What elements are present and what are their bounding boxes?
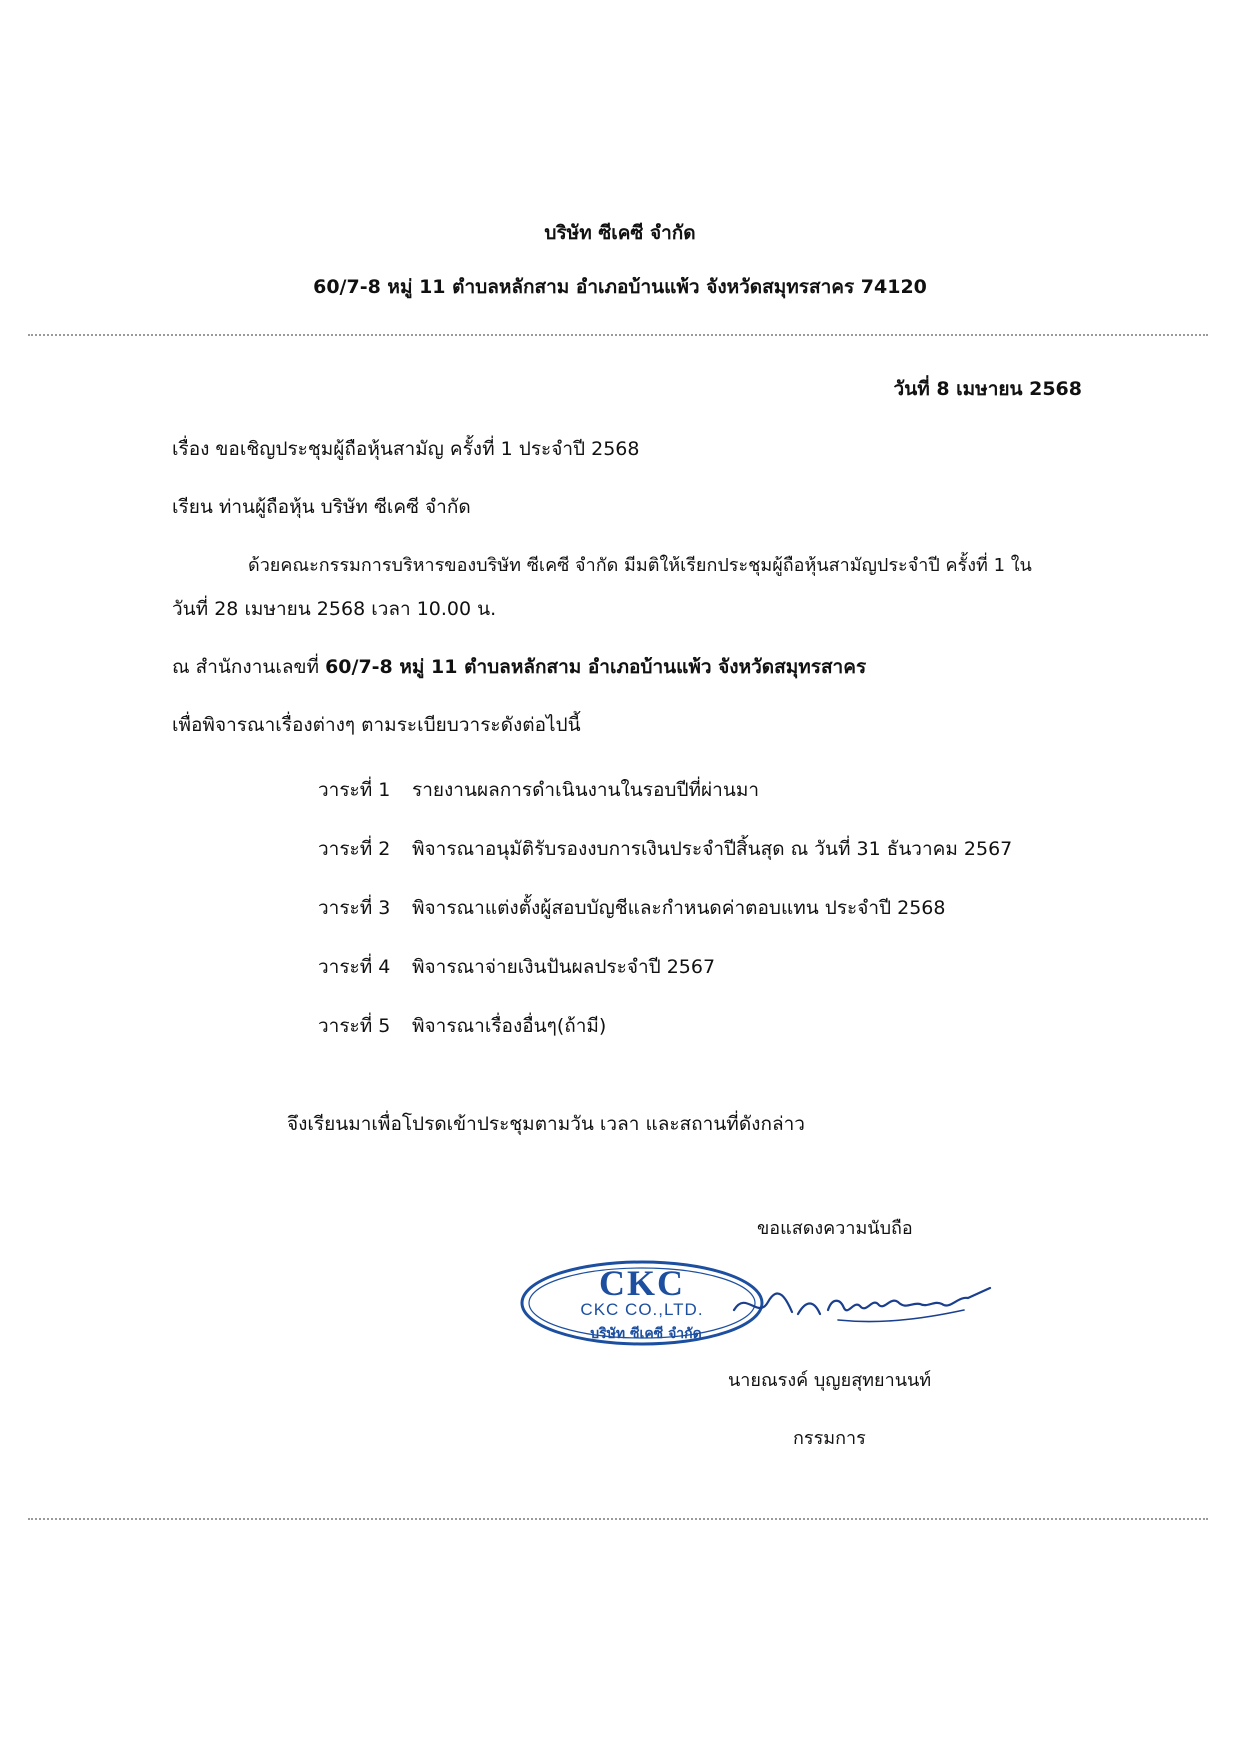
agenda-number: วาระที่ 4 xyxy=(318,956,391,978)
body-paragraph-line-2: วันที่ 28 เมษายน 2568 เวลา 10.00 น. xyxy=(172,598,497,620)
agenda-text: รายงานผลการดำเนินงานในรอบปีที่ผ่านมา xyxy=(412,779,760,801)
stamp-top-text: CKC xyxy=(599,1263,685,1303)
agenda-intro: เพื่อพิจารณาเรื่องต่างๆ ตามระเบียบวาระดังต่อไปนี้ xyxy=(172,714,581,736)
handwritten-signature xyxy=(728,1280,998,1340)
signer-title: กรรมการ xyxy=(793,1428,866,1449)
agenda-number: วาระที่ 5 xyxy=(318,1015,391,1037)
agenda-text: พิจารณาอนุมัติรับรองงบการเงินประจำปีสิ้นสุด ณ วันที่ 31 ธันวาคม 2567 xyxy=(412,838,1013,860)
venue-address: 60/7-8 หมู่ 11 ตำบลหลักสาม อำเภอบ้านแพ้ว จังหวัดสมุทรสาคร xyxy=(325,656,867,678)
agenda-text: พิจารณาแต่งตั้งผู้สอบบัญชีและกำหนดค่าตอบแทน ประจำปี 2568 xyxy=(412,897,946,919)
signer-name: นายณรงค์ บุญยสุทยานนท์ xyxy=(728,1370,932,1391)
company-address: 60/7-8 หมู่ 11 ตำบลหลักสาม อำเภอบ้านแพ้ว จังหวัดสมุทรสาคร 74120 xyxy=(313,276,927,298)
recipient-line: เรียน ท่านผู้ถือหุ้น บริษัท ซีเคซี จำกัด xyxy=(172,496,471,518)
agenda-text: พิจารณาเรื่องอื่นๆ(ถ้ามี) xyxy=(412,1015,607,1037)
agenda-number: วาระที่ 1 xyxy=(318,779,391,801)
top-divider xyxy=(28,334,1208,336)
agenda-text: พิจารณาจ่ายเงินปันผลประจำปี 2567 xyxy=(412,956,716,978)
complimentary-close: ขอแสดงความนับถือ xyxy=(757,1218,913,1239)
stamp-middle-text: CKC CO.,LTD. xyxy=(580,1300,704,1319)
company-name: บริษัท ซีเคซี จำกัด xyxy=(544,222,696,244)
bottom-divider xyxy=(28,1518,1208,1520)
agenda-number: วาระที่ 2 xyxy=(318,838,391,860)
venue-prefix: ณ สำนักงานเลขที่ xyxy=(172,656,320,678)
agenda-number: วาระที่ 3 xyxy=(318,897,391,919)
closing-sentence: จึงเรียนมาเพื่อโปรดเข้าประชุมตามวัน เวลา และสถานที่ดังกล่าว xyxy=(287,1113,805,1135)
letter-date: วันที่ 8 เมษายน 2568 xyxy=(893,378,1082,400)
venue-line xyxy=(172,658,866,677)
body-paragraph-line-1: ด้วยคณะกรรมการบริหารของบริษัท ซีเคซี จำกัด มีมติให้เรียกประชุมผู้ถือหุ้นสามัญประจำปี ครั้งที่ 1 ใน xyxy=(248,555,1032,576)
subject-line: เรื่อง ขอเชิญประชุมผู้ถือหุ้นสามัญ ครั้งที่ 1 ประจำปี 2568 xyxy=(172,438,640,460)
stamp-bottom-text: บริษัท ซีเคซี จำกัด xyxy=(590,1326,702,1342)
